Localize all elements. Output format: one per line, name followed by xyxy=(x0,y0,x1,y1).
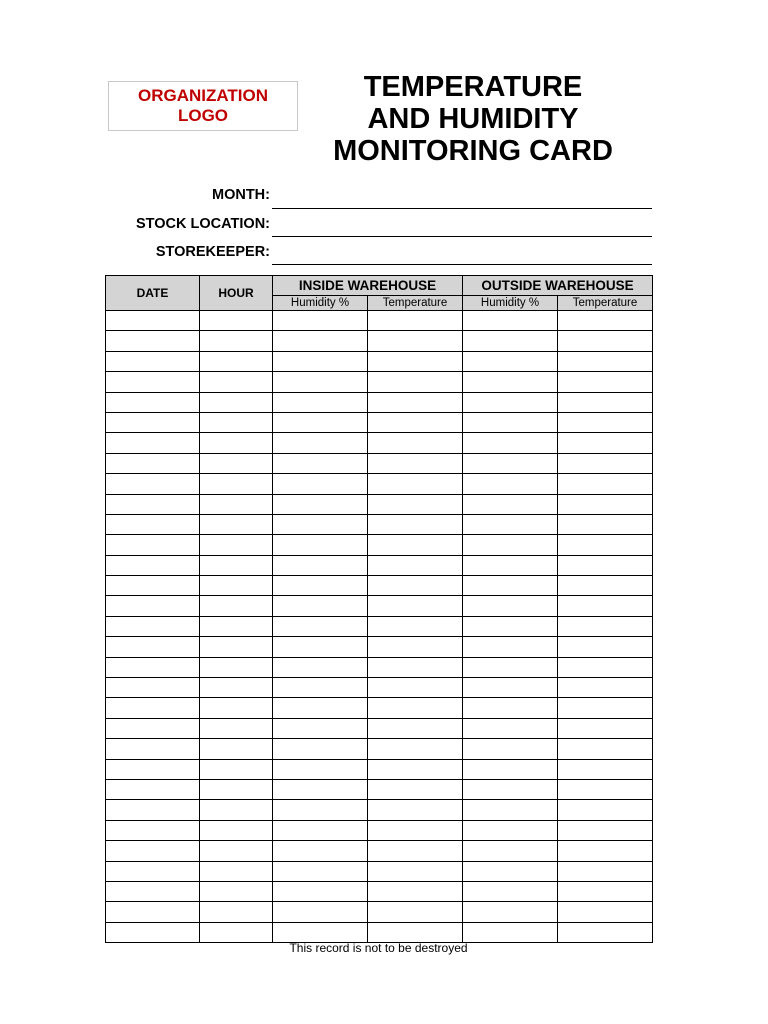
hour-cell[interactable] xyxy=(200,514,273,534)
inside-temperature-cell[interactable] xyxy=(368,820,463,840)
inside-temperature-cell[interactable] xyxy=(368,576,463,596)
hour-cell[interactable] xyxy=(200,922,273,942)
date-cell[interactable] xyxy=(106,841,200,861)
inside-humidity-cell[interactable] xyxy=(273,433,368,453)
outside-humidity-cell[interactable] xyxy=(463,820,558,840)
inside-humidity-cell[interactable] xyxy=(273,657,368,677)
hour-cell[interactable] xyxy=(200,902,273,922)
date-cell[interactable] xyxy=(106,616,200,636)
outside-humidity-cell[interactable] xyxy=(463,514,558,534)
stock-location-field-line[interactable] xyxy=(272,236,652,237)
table-row xyxy=(106,311,653,331)
inside-temperature-cell[interactable] xyxy=(368,453,463,473)
hour-cell[interactable] xyxy=(200,494,273,514)
month-label: MONTH: xyxy=(212,187,270,203)
date-cell[interactable] xyxy=(106,759,200,779)
outside-temperature-cell[interactable] xyxy=(558,739,653,759)
table-row xyxy=(106,718,653,738)
hour-cell[interactable] xyxy=(200,596,273,616)
hour-cell[interactable] xyxy=(200,311,273,331)
inside-humidity-cell[interactable] xyxy=(273,739,368,759)
inside-temperature-cell[interactable] xyxy=(368,678,463,698)
outside-humidity-cell[interactable] xyxy=(463,637,558,657)
inside-temperature-cell[interactable] xyxy=(368,922,463,942)
outside-temperature-cell[interactable] xyxy=(558,433,653,453)
outside-temperature-cell[interactable] xyxy=(558,657,653,677)
date-cell[interactable] xyxy=(106,678,200,698)
table-row xyxy=(106,576,653,596)
inside-humidity-cell[interactable] xyxy=(273,637,368,657)
inside-warehouse-header: INSIDE WAREHOUSE xyxy=(273,276,463,296)
inside-temperature-cell[interactable] xyxy=(368,555,463,575)
outside-temperature-cell[interactable] xyxy=(558,616,653,636)
hour-cell[interactable] xyxy=(200,800,273,820)
date-cell[interactable] xyxy=(106,474,200,494)
outside-humidity-cell[interactable] xyxy=(463,453,558,473)
outside-humidity-cell[interactable] xyxy=(463,412,558,432)
table-row xyxy=(106,678,653,698)
inside-temperature-cell[interactable] xyxy=(368,759,463,779)
date-cell[interactable] xyxy=(106,922,200,942)
inside-temperature-cell[interactable] xyxy=(368,718,463,738)
table-row xyxy=(106,759,653,779)
table-row xyxy=(106,412,653,432)
date-cell[interactable] xyxy=(106,596,200,616)
inside-temperature-cell[interactable] xyxy=(368,637,463,657)
hour-cell[interactable] xyxy=(200,779,273,799)
inside-temperature-cell[interactable] xyxy=(368,779,463,799)
table-row xyxy=(106,616,653,636)
inside-temperature-cell[interactable] xyxy=(368,514,463,534)
inside-temperature-cell[interactable] xyxy=(368,698,463,718)
table-row xyxy=(106,331,653,351)
outside-temperature-cell[interactable] xyxy=(558,514,653,534)
outside-humidity-cell[interactable] xyxy=(463,861,558,881)
outside-temperature-cell[interactable] xyxy=(558,841,653,861)
hour-cell[interactable] xyxy=(200,351,273,371)
outside-temperature-cell[interactable] xyxy=(558,800,653,820)
inside-humidity-cell[interactable] xyxy=(273,779,368,799)
table-row xyxy=(106,657,653,677)
stock-location-label: STOCK LOCATION: xyxy=(136,216,270,232)
outside-temperature-cell[interactable] xyxy=(558,596,653,616)
outside-humidity-cell[interactable] xyxy=(463,576,558,596)
inside-temperature-cell[interactable] xyxy=(368,616,463,636)
inside-humidity-cell[interactable] xyxy=(273,372,368,392)
organization-logo-placeholder xyxy=(108,81,298,131)
outside-temperature-cell[interactable] xyxy=(558,331,653,351)
table-row xyxy=(106,800,653,820)
outside-humidity-cell[interactable] xyxy=(463,779,558,799)
inside-temperature-cell[interactable] xyxy=(368,433,463,453)
date-cell[interactable] xyxy=(106,351,200,371)
inside-humidity-cell[interactable] xyxy=(273,718,368,738)
outside-humidity-cell[interactable] xyxy=(463,739,558,759)
outside-temperature-cell[interactable] xyxy=(558,779,653,799)
outside-temperature-cell[interactable] xyxy=(558,351,653,371)
outside-humidity-cell[interactable] xyxy=(463,392,558,412)
inside-temperature-cell[interactable] xyxy=(368,902,463,922)
title-line-1: TEMPERATURE xyxy=(363,71,583,103)
hour-cell[interactable] xyxy=(200,453,273,473)
storekeeper-field-line[interactable] xyxy=(272,264,652,265)
inside-temperature-cell[interactable] xyxy=(368,494,463,514)
hour-cell[interactable] xyxy=(200,678,273,698)
inside-humidity-cell[interactable] xyxy=(273,576,368,596)
hour-cell[interactable] xyxy=(200,474,273,494)
hour-cell[interactable] xyxy=(200,535,273,555)
hour-cell[interactable] xyxy=(200,861,273,881)
outside-humidity-cell[interactable] xyxy=(463,351,558,371)
table-body xyxy=(106,311,653,943)
inside-temperature-cell[interactable] xyxy=(368,596,463,616)
table-row xyxy=(106,474,653,494)
hour-cell[interactable] xyxy=(200,433,273,453)
hour-cell[interactable] xyxy=(200,412,273,432)
hour-cell[interactable] xyxy=(200,841,273,861)
outside-temperature-cell[interactable] xyxy=(558,576,653,596)
outside-temperature-cell[interactable] xyxy=(558,392,653,412)
inside-humidity-cell[interactable] xyxy=(273,759,368,779)
table-row xyxy=(106,514,653,534)
hour-cell[interactable] xyxy=(200,820,273,840)
outside-humidity-cell[interactable] xyxy=(463,902,558,922)
inside-humidity-cell[interactable] xyxy=(273,841,368,861)
inside-humidity-cell[interactable] xyxy=(273,453,368,473)
inside-temperature-cell[interactable] xyxy=(368,412,463,432)
title-line-2: AND HUMIDITY xyxy=(367,103,579,135)
outside-humidity-cell[interactable] xyxy=(463,433,558,453)
hour-cell[interactable] xyxy=(200,698,273,718)
inside-temperature-cell[interactable] xyxy=(368,392,463,412)
date-cell[interactable] xyxy=(106,392,200,412)
inside-temperature-cell[interactable] xyxy=(368,881,463,901)
outside-temperature-cell[interactable] xyxy=(558,698,653,718)
outside-humidity-cell[interactable] xyxy=(463,759,558,779)
inside-humidity-cell[interactable] xyxy=(273,351,368,371)
outside-temperature-cell[interactable] xyxy=(558,311,653,331)
outside-humidity-cell[interactable] xyxy=(463,311,558,331)
hour-cell[interactable] xyxy=(200,759,273,779)
inside-humidity-cell[interactable] xyxy=(273,881,368,901)
inside-humidity-cell[interactable] xyxy=(273,514,368,534)
hour-cell[interactable] xyxy=(200,657,273,677)
inside-humidity-cell[interactable] xyxy=(273,311,368,331)
date-cell[interactable] xyxy=(106,657,200,677)
hour-cell[interactable] xyxy=(200,637,273,657)
date-column-header: DATE xyxy=(106,276,200,311)
date-cell[interactable] xyxy=(106,800,200,820)
inside-temperature-header: Temperature xyxy=(368,296,463,311)
inside-humidity-header: Humidity % xyxy=(273,296,368,311)
hour-cell[interactable] xyxy=(200,392,273,412)
outside-humidity-cell[interactable] xyxy=(463,881,558,901)
inside-humidity-cell[interactable] xyxy=(273,922,368,942)
outside-humidity-cell[interactable] xyxy=(463,841,558,861)
table-row xyxy=(106,535,653,555)
outside-temperature-cell[interactable] xyxy=(558,881,653,901)
inside-temperature-cell[interactable] xyxy=(368,331,463,351)
outside-humidity-cell[interactable] xyxy=(463,616,558,636)
outside-temperature-header: Temperature xyxy=(558,296,653,311)
outside-humidity-cell[interactable] xyxy=(463,800,558,820)
date-cell[interactable] xyxy=(106,535,200,555)
date-cell[interactable] xyxy=(106,412,200,432)
monitoring-table xyxy=(105,275,653,943)
table-row xyxy=(106,372,653,392)
logo-line-2: LOGO xyxy=(177,106,229,125)
outside-humidity-cell[interactable] xyxy=(463,555,558,575)
outside-humidity-cell[interactable] xyxy=(463,494,558,514)
date-cell[interactable] xyxy=(106,576,200,596)
table-row xyxy=(106,861,653,881)
hour-cell[interactable] xyxy=(200,616,273,636)
date-cell[interactable] xyxy=(106,779,200,799)
inside-temperature-cell[interactable] xyxy=(368,800,463,820)
outside-temperature-cell[interactable] xyxy=(558,494,653,514)
inside-humidity-cell[interactable] xyxy=(273,494,368,514)
outside-humidity-cell[interactable] xyxy=(463,372,558,392)
inside-humidity-cell[interactable] xyxy=(273,820,368,840)
page-title xyxy=(300,71,646,167)
hour-cell[interactable] xyxy=(200,555,273,575)
hour-cell[interactable] xyxy=(200,331,273,351)
outside-temperature-cell[interactable] xyxy=(558,372,653,392)
inside-temperature-cell[interactable] xyxy=(368,841,463,861)
date-cell[interactable] xyxy=(106,311,200,331)
date-cell[interactable] xyxy=(106,881,200,901)
table-row xyxy=(106,433,653,453)
outside-temperature-cell[interactable] xyxy=(558,759,653,779)
inside-humidity-cell[interactable] xyxy=(273,474,368,494)
date-cell[interactable] xyxy=(106,331,200,351)
date-cell[interactable] xyxy=(106,514,200,534)
table-row xyxy=(106,637,653,657)
table-row xyxy=(106,698,653,718)
hour-cell[interactable] xyxy=(200,881,273,901)
inside-humidity-cell[interactable] xyxy=(273,616,368,636)
date-cell[interactable] xyxy=(106,453,200,473)
table-row xyxy=(106,351,653,371)
inside-humidity-cell[interactable] xyxy=(273,902,368,922)
inside-temperature-cell[interactable] xyxy=(368,861,463,881)
outside-humidity-cell[interactable] xyxy=(463,596,558,616)
inside-temperature-cell[interactable] xyxy=(368,739,463,759)
inside-temperature-cell[interactable] xyxy=(368,474,463,494)
inside-humidity-cell[interactable] xyxy=(273,331,368,351)
inside-humidity-cell[interactable] xyxy=(273,596,368,616)
outside-temperature-cell[interactable] xyxy=(558,637,653,657)
outside-humidity-header: Humidity % xyxy=(463,296,558,311)
outside-temperature-cell[interactable] xyxy=(558,678,653,698)
date-cell[interactable] xyxy=(106,861,200,881)
outside-humidity-cell[interactable] xyxy=(463,698,558,718)
inside-humidity-cell[interactable] xyxy=(273,678,368,698)
date-cell[interactable] xyxy=(106,494,200,514)
outside-temperature-cell[interactable] xyxy=(558,535,653,555)
outside-humidity-cell[interactable] xyxy=(463,678,558,698)
inside-humidity-cell[interactable] xyxy=(273,861,368,881)
inside-humidity-cell[interactable] xyxy=(273,392,368,412)
inside-humidity-cell[interactable] xyxy=(273,535,368,555)
table-row xyxy=(106,779,653,799)
outside-temperature-cell[interactable] xyxy=(558,474,653,494)
table-row xyxy=(106,922,653,942)
outside-temperature-cell[interactable] xyxy=(558,412,653,432)
inside-humidity-cell[interactable] xyxy=(273,555,368,575)
outside-temperature-cell[interactable] xyxy=(558,820,653,840)
outside-warehouse-header: OUTSIDE WAREHOUSE xyxy=(463,276,653,296)
outside-humidity-cell[interactable] xyxy=(463,657,558,677)
inside-temperature-cell[interactable] xyxy=(368,351,463,371)
table-row xyxy=(106,392,653,412)
table-row xyxy=(106,739,653,759)
title-line-3: MONITORING CARD xyxy=(333,135,613,167)
inside-humidity-cell[interactable] xyxy=(273,698,368,718)
date-cell[interactable] xyxy=(106,372,200,392)
outside-temperature-cell[interactable] xyxy=(558,902,653,922)
inside-temperature-cell[interactable] xyxy=(368,372,463,392)
outside-humidity-cell[interactable] xyxy=(463,474,558,494)
logo-line-1: ORGANIZATION xyxy=(137,86,268,105)
date-cell[interactable] xyxy=(106,739,200,759)
date-cell[interactable] xyxy=(106,433,200,453)
outside-temperature-cell[interactable] xyxy=(558,718,653,738)
month-field-line[interactable] xyxy=(272,208,652,209)
date-cell[interactable] xyxy=(106,698,200,718)
inside-temperature-cell[interactable] xyxy=(368,535,463,555)
table-row xyxy=(106,881,653,901)
hour-cell[interactable] xyxy=(200,372,273,392)
hour-column-header: HOUR xyxy=(200,276,273,311)
hour-cell[interactable] xyxy=(200,576,273,596)
table-row xyxy=(106,453,653,473)
date-cell[interactable] xyxy=(106,902,200,922)
table-row xyxy=(106,841,653,861)
outside-humidity-cell[interactable] xyxy=(463,718,558,738)
footer-note: This record is not to be destroyed xyxy=(289,941,468,955)
table-row xyxy=(106,555,653,575)
date-cell[interactable] xyxy=(106,820,200,840)
storekeeper-label: STOREKEEPER: xyxy=(155,244,270,260)
table-row xyxy=(106,902,653,922)
inside-humidity-cell[interactable] xyxy=(273,800,368,820)
outside-temperature-cell[interactable] xyxy=(558,453,653,473)
outside-temperature-cell[interactable] xyxy=(558,555,653,575)
table-row xyxy=(106,494,653,514)
table-row xyxy=(106,596,653,616)
outside-humidity-cell[interactable] xyxy=(463,922,558,942)
outside-temperature-cell[interactable] xyxy=(558,861,653,881)
hour-cell[interactable] xyxy=(200,739,273,759)
table-row xyxy=(106,820,653,840)
inside-temperature-cell[interactable] xyxy=(368,311,463,331)
inside-temperature-cell[interactable] xyxy=(368,657,463,677)
date-cell[interactable] xyxy=(106,637,200,657)
outside-temperature-cell[interactable] xyxy=(558,922,653,942)
date-cell[interactable] xyxy=(106,718,200,738)
inside-humidity-cell[interactable] xyxy=(273,412,368,432)
hour-cell[interactable] xyxy=(200,718,273,738)
outside-humidity-cell[interactable] xyxy=(463,535,558,555)
date-cell[interactable] xyxy=(106,555,200,575)
outside-humidity-cell[interactable] xyxy=(463,331,558,351)
